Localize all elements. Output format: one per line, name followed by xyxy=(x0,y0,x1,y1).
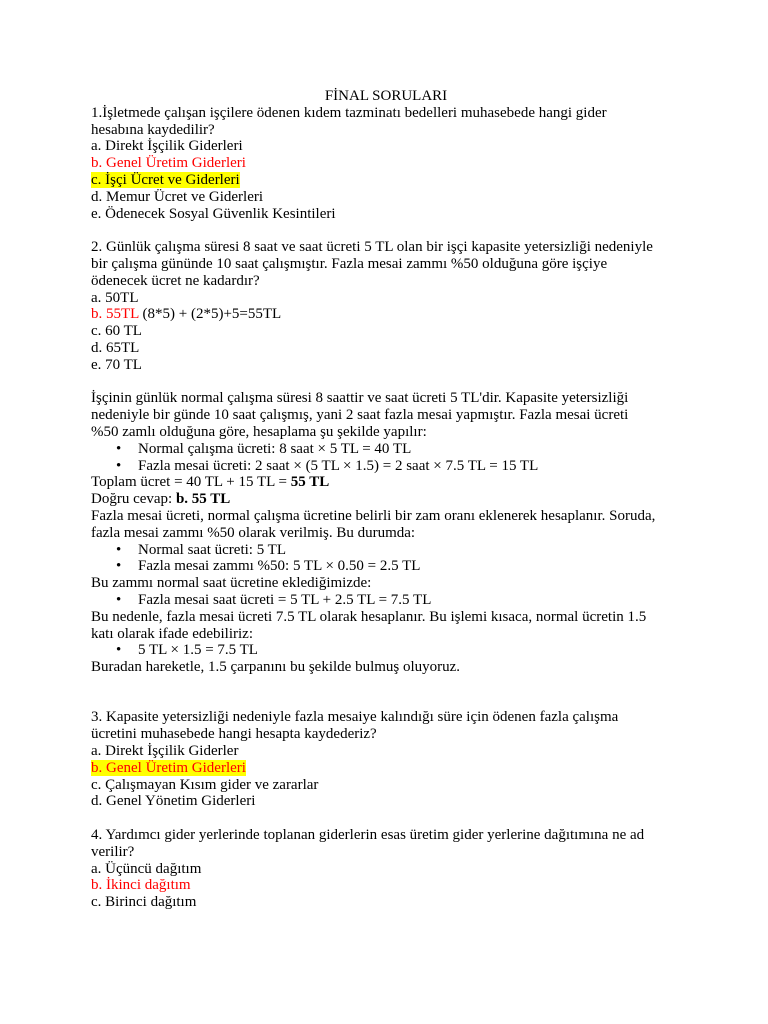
list-item xyxy=(116,558,681,575)
question-4-option-a: a. Üçüncü dağıtım xyxy=(91,860,202,877)
list-item xyxy=(116,591,681,609)
list-item xyxy=(116,457,681,475)
explanation-para-4-line-1: Bu nedenle, fazla mesai ücreti 7.5 TL olarak hesaplanır. Bu işlemi kısaca, normal ücretin 1.5 xyxy=(91,608,647,625)
list-item-text: 5 TL × 1.5 = 7.5 TL xyxy=(138,642,258,659)
explanation xyxy=(91,390,681,676)
bullet-icon: • xyxy=(116,457,122,474)
question-4-text-line-1: 4. Yardımcı gider yerlerinde toplanan giderlerin esas üretim gider yerlerine dağıtımına ne ad xyxy=(91,827,645,844)
explanation-para-2-line-2: fazla mesai zammı %50 olarak verilmiş. Bu durumda: xyxy=(91,524,416,541)
explanation-bullet-list-3 xyxy=(91,592,681,609)
question-1-option-b: b. Genel Üretim Giderleri xyxy=(91,155,246,172)
question-2-option-b-calculation: (8*5) + (2*5)+5=55TL xyxy=(138,306,282,323)
total-value: 55 TL xyxy=(290,474,330,491)
question-2-option-e: e. 70 TL xyxy=(91,356,142,373)
question-1-option-e: e. Ödenecek Sosyal Güvenlik Kesintileri xyxy=(91,205,336,222)
answer-prefix: Doğru cevap: xyxy=(91,491,176,508)
question-3-option-c: c. Çalışmayan Kısım gider ve zararlar xyxy=(91,776,319,793)
bullet-icon: • xyxy=(116,440,122,457)
bullet-icon: • xyxy=(116,642,122,659)
question-1 xyxy=(91,105,681,223)
question-3-option-b-highlighted: b. Genel Üretim Giderleri xyxy=(91,759,246,776)
question-3-option-d: d. Genel Yönetim Giderleri xyxy=(91,793,256,810)
explanation-para-4-line-2: katı olarak ifade edebiliriz: xyxy=(91,625,254,642)
question-4-option-c: c. Birinci dağıtım xyxy=(91,894,197,911)
list-item xyxy=(116,642,681,659)
answer-value: b. 55 TL xyxy=(175,491,231,508)
question-1-text-line-2: hesabına kaydedilir? xyxy=(91,121,215,138)
question-4 xyxy=(91,827,681,911)
bullet-icon: • xyxy=(116,591,122,608)
question-3-option-a: a. Direkt İşçilik Giderler xyxy=(91,743,239,760)
document-page xyxy=(91,88,681,911)
question-2-option-b xyxy=(91,306,681,323)
question-1-option-a: a. Direkt İşçilik Giderleri xyxy=(91,138,243,155)
explanation-para-1-line-3: %50 zamlı olduğuna göre, hesaplama şu şekilde yapılır: xyxy=(91,423,427,440)
question-1-option-c-highlighted: c. İşçi Ücret ve Giderleri xyxy=(91,171,240,188)
question-1-text-line-1: 1.İşletmede çalışan işçilere ödenen kıdem tazminatı bedelleri muhasebede hangi gider xyxy=(91,104,607,121)
explanation-bullet-list-4 xyxy=(91,642,681,659)
document-title: FİNAL SORULARI xyxy=(324,88,448,104)
explanation-correct-answer xyxy=(91,491,681,508)
explanation-total xyxy=(91,474,681,491)
explanation-para-1-line-2: nedeniyle bir günde 10 saat çalışmış, yani 2 saat fazla mesai yapmıştır. Fazla mesai ücreti xyxy=(91,407,629,424)
explanation-bullet-list-2 xyxy=(91,542,681,576)
explanation-para-5: Buradan hareketle, 1.5 çarpanını bu şekilde bulmuş oluyoruz. xyxy=(91,659,461,676)
explanation-bullet-list-1 xyxy=(91,441,681,475)
question-2-option-a: a. 50TL xyxy=(91,289,139,306)
question-2-text-line-3: ödenecek ücret ne kadardır? xyxy=(91,272,260,289)
question-2-option-c: c. 60 TL xyxy=(91,323,142,340)
question-2-text-line-1: 2. Günlük çalışma süresi 8 saat ve saat ücreti 5 TL olan bir işçi kapasite yetersizliği nedeniyle xyxy=(91,239,653,256)
question-3-text-line-1: 3. Kapasite yetersizliği nedeniyle fazla mesaiye kalındığı süre için ödenen fazla çalışma xyxy=(91,709,619,726)
total-prefix: Toplam ücret = 40 TL + 15 TL = xyxy=(91,474,291,491)
question-2-option-b-label: b. 55TL xyxy=(91,306,139,323)
list-item xyxy=(116,440,681,458)
explanation-para-1-line-1: İşçinin günlük normal çalışma süresi 8 saattir ve saat ücreti 5 TL'dir. Kapasite yetersizliği xyxy=(91,390,629,407)
list-item-text: Fazla mesai saat ücreti = 5 TL + 2.5 TL = 7.5 TL xyxy=(138,591,432,608)
question-4-text-line-2: verilir? xyxy=(91,843,135,860)
list-item-text: Normal çalışma ücreti: 8 saat × 5 TL = 40 TL xyxy=(138,440,412,457)
list-item xyxy=(116,541,681,559)
question-2-option-d: d. 65TL xyxy=(91,339,140,356)
bullet-icon: • xyxy=(116,558,122,575)
question-2 xyxy=(91,239,681,373)
question-1-option-d: d. Memur Ücret ve Giderleri xyxy=(91,188,264,205)
question-2-text-line-2: bir çalışma gününde 10 saat çalışmıştır. Fazla mesai zammı %50 olduğuna göre işçiye xyxy=(91,255,608,272)
explanation-para-2-line-1: Fazla mesai ücreti, normal çalışma ücretine belirli bir zam oranı eklenerek hesaplanır. Soruda, xyxy=(91,507,656,524)
bullet-icon: • xyxy=(116,541,122,558)
list-item-text: Normal saat ücreti: 5 TL xyxy=(138,541,287,558)
question-3 xyxy=(91,709,681,810)
question-4-option-b: b. İkinci dağıtım xyxy=(91,877,191,894)
list-item-text: Fazla mesai zammı %50: 5 TL × 0.50 = 2.5 TL xyxy=(138,558,421,575)
explanation-para-3: Bu zammı normal saat ücretine eklediğimizde: xyxy=(91,575,372,592)
list-item-text: Fazla mesai ücreti: 2 saat × (5 TL × 1.5) = 2 saat × 7.5 TL = 15 TL xyxy=(138,457,539,474)
question-3-text-line-2: ücretini muhasebede hangi hesapta kaydederiz? xyxy=(91,726,377,743)
